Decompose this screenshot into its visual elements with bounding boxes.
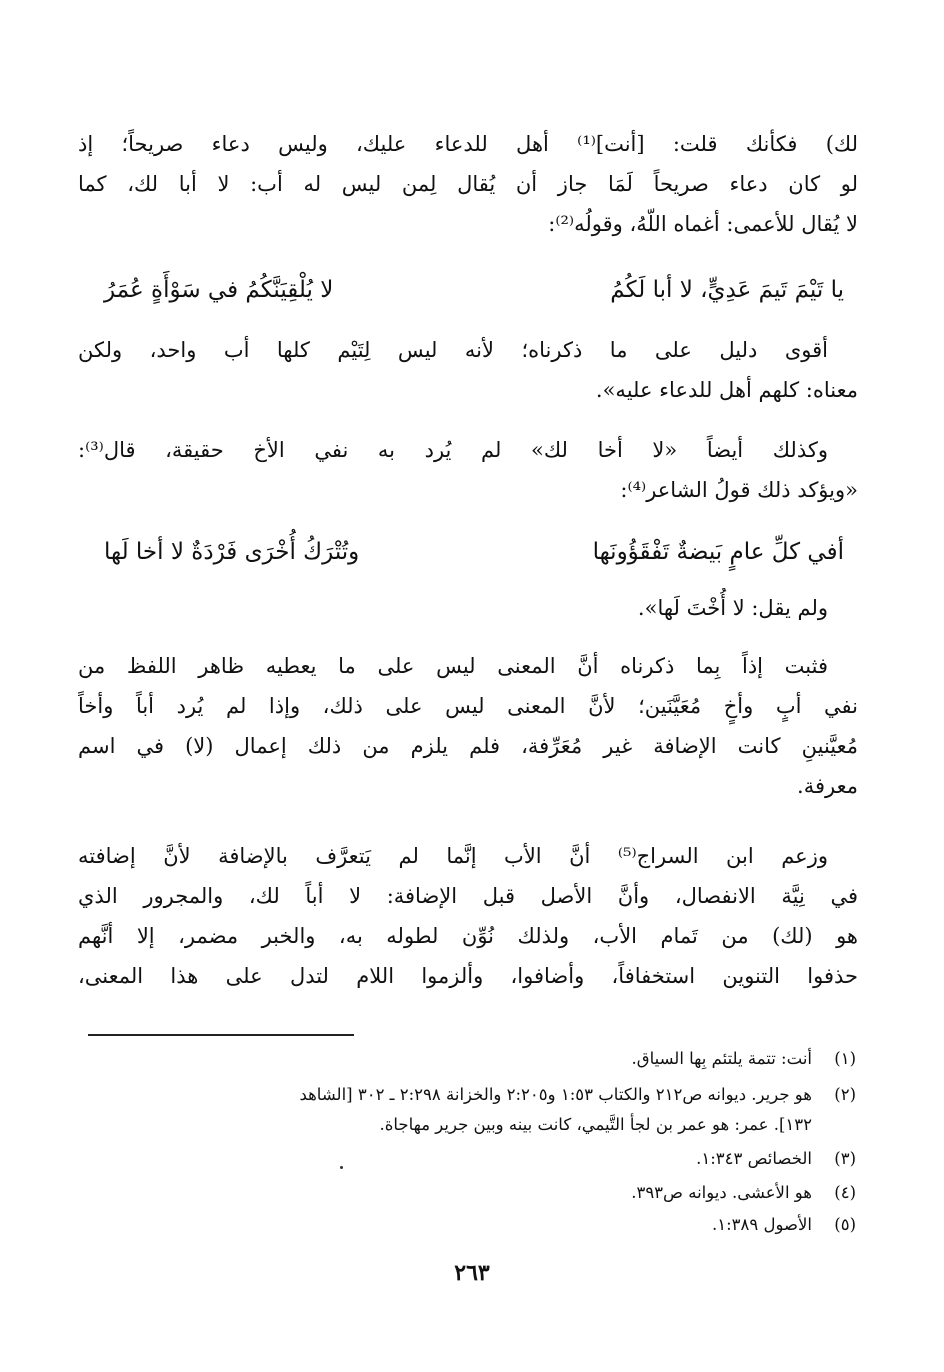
footnote-2 xyxy=(76,1080,856,1140)
text-line: لو كان دعاء صريحاً لَمَا جاز أن يُقال لِمن ليس له أب: لا أبا لك، كما xyxy=(78,172,858,196)
text-line: مُعيَّنينِ كانت الإضافة غير مُعَرِّفة، فلم يلزم من ذلك إعمال (لا) في اسم xyxy=(78,734,858,758)
text-line: «ويؤكد ذلك قولُ الشاعر⁽⁴⁾: xyxy=(620,478,858,502)
verse-hemistich-second: وتُتْرَكُ أُخْرَى فَرْدَةٌ لا أخا لَها xyxy=(104,539,360,565)
text-line: فثبت إذاً بِما ذكرناه أنَّ المعنى ليس على ما يعطيه ظاهر اللفظ من xyxy=(78,654,828,678)
text-line: في نِيَّة الانفصال، وأنَّ الأصل قبل الإضافة: لا أباً لك، والمجرور الذي xyxy=(78,884,858,908)
footnote-text: هو الأعشى. ديوانه ص٣٩٣. xyxy=(631,1183,812,1202)
footnote-number: (٤) xyxy=(834,1183,856,1202)
text-line: وكذلك أيضاً «لا أخا لك» لم يُرد به نفي الأخ حقيقة، قال⁽³⁾: xyxy=(78,438,828,462)
text-line: ولم يقل: لا أُخْتَ لَها». xyxy=(637,596,828,620)
text-line: نفي أبٍ وأخٍ مُعَيَّنَين؛ لأنَّ المعنى ليس على ذلك، وإذا لم يُرد أباً وأخاً xyxy=(78,694,858,718)
paragraph-2 xyxy=(78,330,858,410)
verse-hemistich-first: يا تَيْمَ تَيمَ عَدِيٍّ، لا أبا لَكُمُ xyxy=(610,277,844,303)
footnote-3 xyxy=(76,1144,856,1174)
footnote-1 xyxy=(76,1044,856,1074)
paragraph-1 xyxy=(78,124,858,244)
text-line: أقوى دليل على ما ذكرناه؛ لأنه ليس لِتَيْم كلها أب واحد، ولكن xyxy=(78,338,828,362)
verse-hemistich-first: أفي كلِّ عامٍ بَيضةٌ تَفْقَؤُونَها xyxy=(592,539,844,565)
footnote-4 xyxy=(76,1178,856,1208)
text-line: حذفوا التنوين استخفافاً، وأضافوا، وألزموا اللام لتدل على هذا المعنى، xyxy=(78,964,858,988)
page-number: ٢٦٣ xyxy=(454,1260,490,1286)
footnote-5 xyxy=(76,1210,856,1240)
text-line: لا يُقال للأعمى: أغماه اللّهُ، وقولُه⁽²⁾: xyxy=(548,212,858,236)
footnote-text: الخصائص ١:٣٤٣. xyxy=(696,1149,812,1168)
footnote-text: الأصول ١:٣٨٩. xyxy=(711,1215,812,1234)
scan-speck xyxy=(340,1166,343,1169)
verse-hemistich-second: لا يُلْقِيَنَّكُمُ في سَوْأَةٍ عُمَرُ xyxy=(104,277,334,303)
footnote-text: هو جرير. ديوانه ص٢١٢ والكتاب ١:٥٣ و٢:٢٠٥ والخزانة ٢:٢٩٨ ـ ٣٠٢ [الشاهد xyxy=(299,1085,812,1104)
text-line: معرفة. xyxy=(797,774,858,798)
paragraph-5 xyxy=(78,836,858,996)
footnote-number: (١) xyxy=(834,1049,856,1068)
paragraph-4 xyxy=(78,646,858,806)
footnote-text: ١٣٢]. عمر: هو عمر بن لجأ التَّيمي، كانت بينه وبين جرير مهاجاة. xyxy=(379,1115,812,1134)
text-line: معناه: كلهم أهل للدعاء عليه». xyxy=(595,378,858,402)
footnote-number: (٥) xyxy=(834,1215,856,1234)
footnote-number: (٣) xyxy=(834,1149,856,1168)
verse-2-note xyxy=(78,588,858,628)
text-line: هو (لك) من تَمام الأب، ولذلك نُوِّن لطوله به، والخبر مضمر، إلا أنَّهم xyxy=(78,924,858,948)
verse-1 xyxy=(104,266,844,314)
text-line: لك) فكأنك قلت: [أنت]⁽¹⁾ أهل للدعاء عليك، وليس دعاء صريحاً؛ إذ xyxy=(78,132,858,156)
verse-2 xyxy=(104,528,844,576)
footnote-text: أنت: تتمة يلتئم بِها السياق. xyxy=(631,1049,812,1068)
paragraph-3 xyxy=(78,430,858,510)
footnote-separator xyxy=(88,1034,354,1036)
footnote-number: (٢) xyxy=(834,1085,856,1104)
text-line: وزعم ابن السراج⁽⁵⁾ أنَّ الأب إنَّما لم يَتعرَّف بالإضافة لأنَّ إضافته xyxy=(78,844,828,868)
